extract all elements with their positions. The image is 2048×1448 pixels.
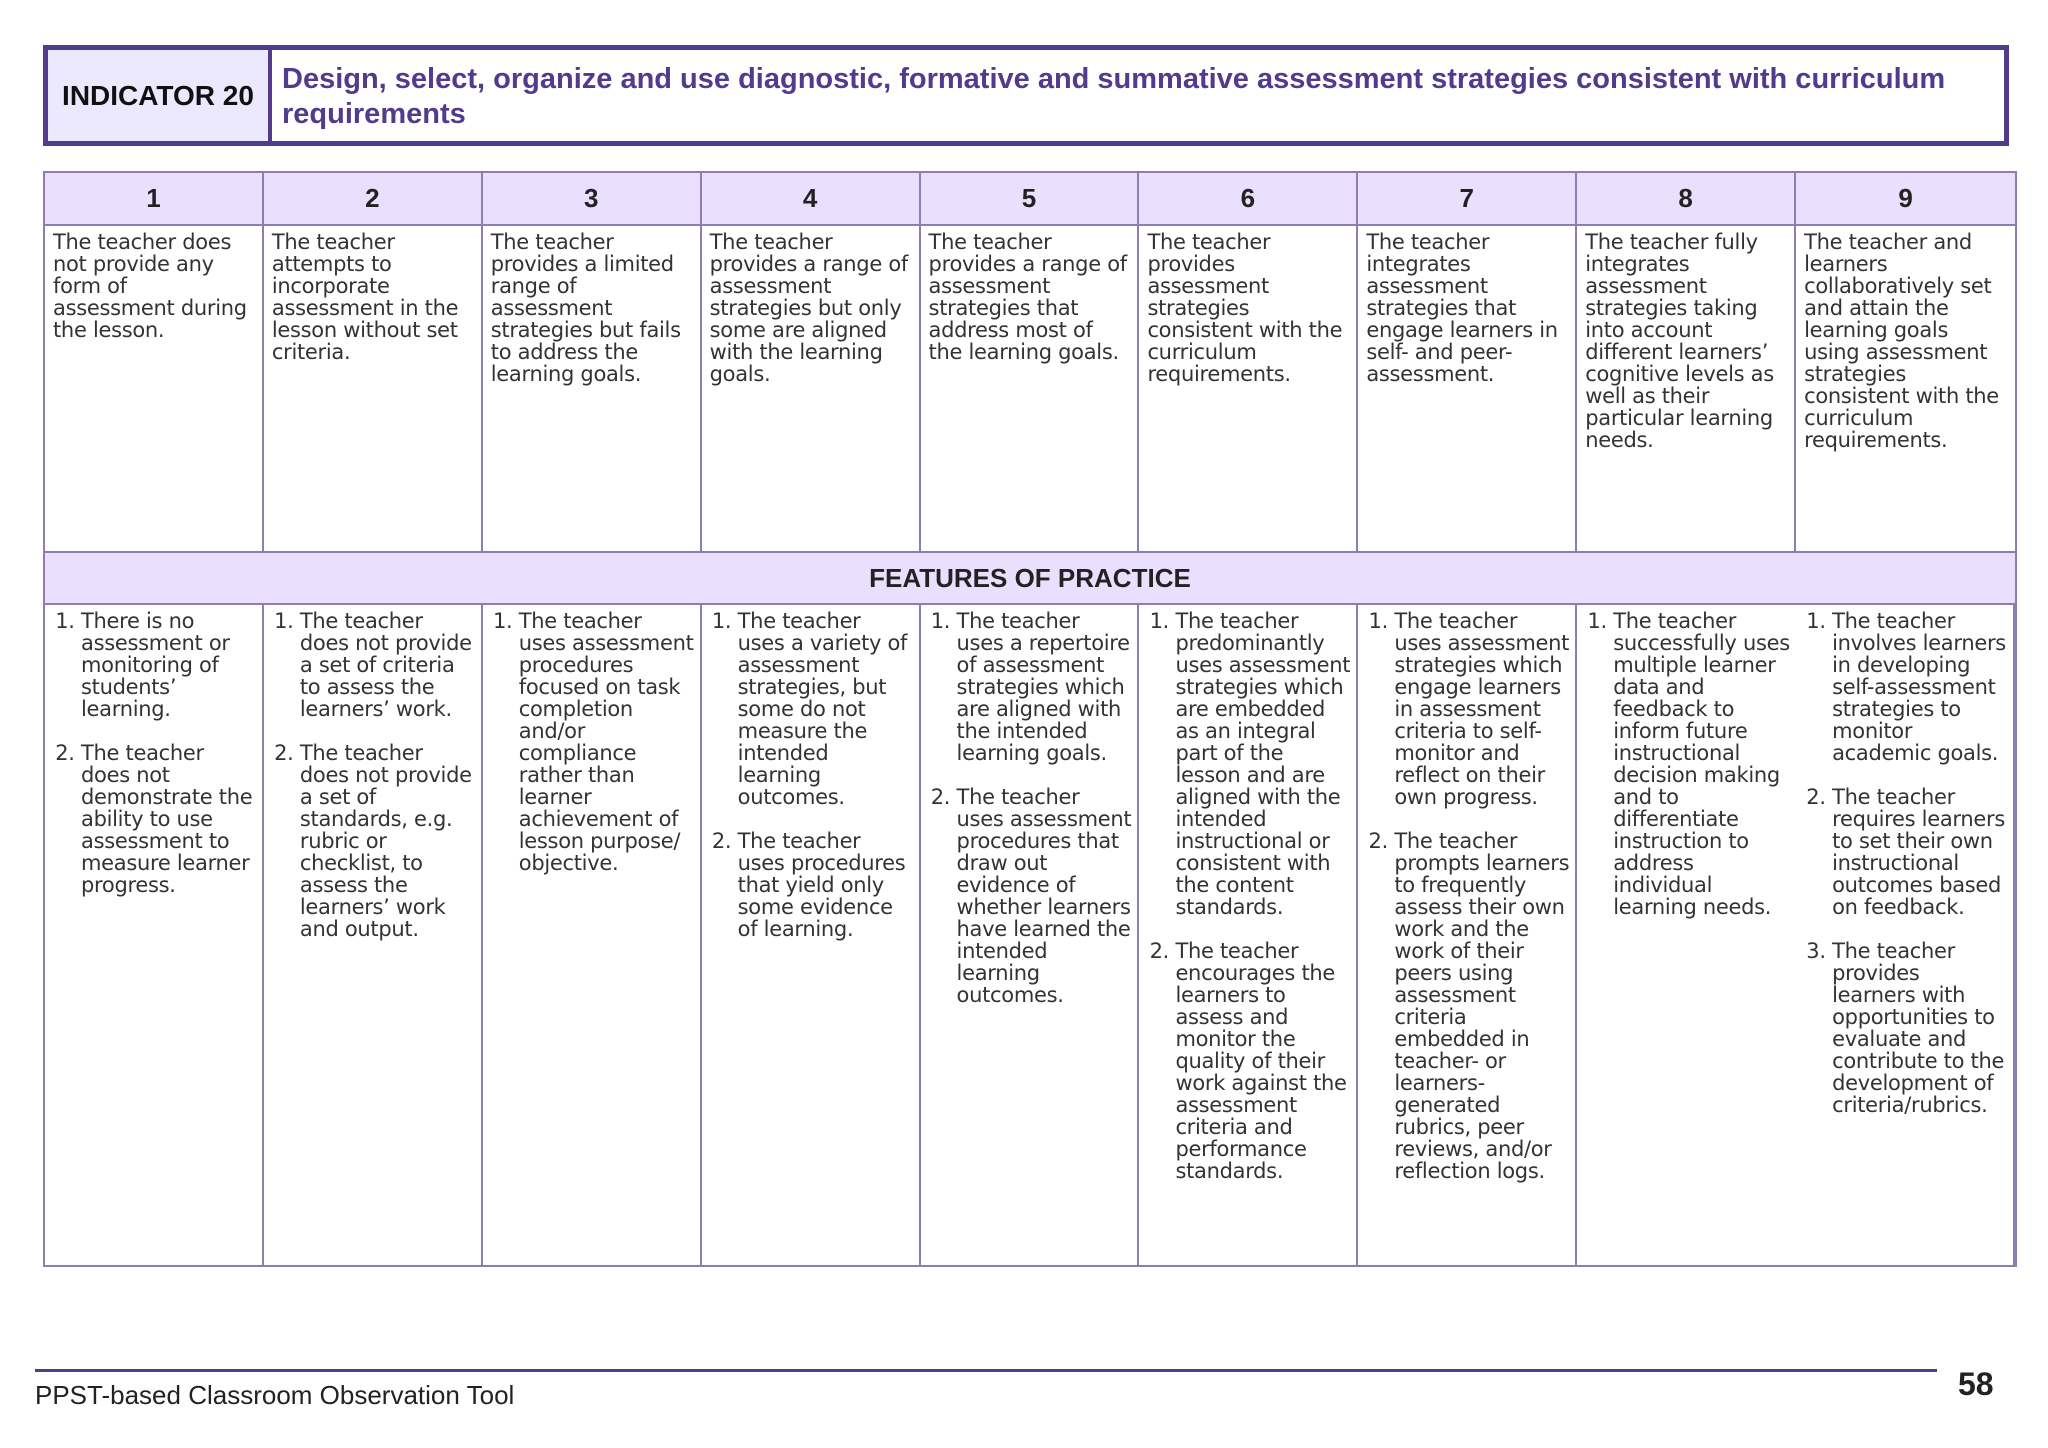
features-cell-7 <box>1358 605 1577 1265</box>
feature-item: 1. The teacher uses a repertoire of assessment strategies which are aligned with the intended learning goals. <box>957 610 1132 764</box>
level-header-3: 3 <box>483 173 702 226</box>
level-header-5: 5 <box>921 173 1140 226</box>
level-header-7: 7 <box>1358 173 1577 226</box>
feature-item: 2. The teacher requires learners to set their own instructional outcomes based on feedback. <box>1832 786 2007 918</box>
level-header-4: 4 <box>702 173 921 226</box>
features-cell-5 <box>921 605 1140 1265</box>
features-cell-9 <box>1796 605 2015 1265</box>
level-description-4: The teacher provides a range of assessment strategies but only some are aligned with the learning goals. <box>702 226 921 553</box>
feature-item: 2. The teacher uses assessment procedures that draw out evidence of whether learners have learned the intended learning outcomes. <box>957 786 1132 1006</box>
level-description-5: The teacher provides a range of assessment strategies that address most of the learning goals. <box>921 226 1140 553</box>
feature-item: 2. The teacher does not demonstrate the ability to use assessment to measure learner progress. <box>81 742 256 896</box>
features-list <box>53 610 256 896</box>
indicator-title: Design, select, organize and use diagnostic, formative and summative assessment strategies consistent with curriculum requirements <box>282 63 1946 130</box>
feature-item: 2. The teacher does not provide a set of standards, e.g. rubric or checklist, to assess the learners’ work and output. <box>300 742 475 940</box>
feature-item: 1. The teacher predominantly uses assessment strategies which are embedded as an integral part of the lesson and are aligned with the intended instructional or consistent with the content standards. <box>1175 610 1350 918</box>
feature-item: 1. The teacher uses assessment procedures focused on task completion and/or compliance rather than learner achievement of lesson purpose/ objective. <box>519 610 694 874</box>
rubric-table <box>43 171 2017 1267</box>
feature-item: 2. The teacher uses procedures that yield only some evidence of learning. <box>738 830 913 940</box>
level-description-6: The teacher provides assessment strategies consistent with the curriculum requirements. <box>1139 226 1358 553</box>
level-header-9: 9 <box>1796 173 2015 226</box>
features-of-practice-heading: FEATURES OF PRACTICE <box>45 553 2015 605</box>
features-cell-1 <box>45 605 264 1265</box>
level-description-7: The teacher integrates assessment strategies that engage learners in self- and peer-assessment. <box>1358 226 1577 553</box>
feature-item: 1. The teacher successfully uses multiple learner data and feedback to inform future instructional decision making and to differentiate instruction to address individual learning needs. <box>1613 610 1790 918</box>
indicator-header <box>43 45 2009 146</box>
level-description-3: The teacher provides a limited range of assessment strategies but fails to address the learning goals. <box>483 226 702 553</box>
features-cell-8 <box>1577 605 1796 1265</box>
feature-item: 1. The teacher uses a variety of assessment strategies, but some do not measure the intended learning outcomes. <box>738 610 913 808</box>
features-cell-6 <box>1139 605 1358 1265</box>
features-list <box>1366 610 1569 1182</box>
features-list <box>710 610 913 940</box>
features-cell-2 <box>264 605 483 1265</box>
feature-item: 1. The teacher involves learners in developing self-assessment strategies to monitor academic goals. <box>1832 610 2007 764</box>
level-description-1: The teacher does not provide any form of assessment during the lesson. <box>45 226 264 553</box>
level-header-1: 1 <box>45 173 264 226</box>
level-header-2: 2 <box>264 173 483 226</box>
level-description-2: The teacher attempts to incorporate assessment in the lesson without set criteria. <box>264 226 483 553</box>
features-list <box>1804 610 2007 1116</box>
features-list <box>1585 610 1790 918</box>
level-description-9: The teacher and learners collaboratively set and attain the learning goals using assessment strategies consistent with the curriculum requirements. <box>1796 226 2015 553</box>
footer-divider <box>35 1369 1937 1372</box>
feature-item: 1. The teacher does not provide a set of criteria to assess the learners’ work. <box>300 610 475 720</box>
level-header-6: 6 <box>1139 173 1358 226</box>
feature-item: 1. The teacher uses assessment strategies which engage learners in assessment criteria to self-monitor and reflect on their own progress. <box>1394 610 1569 808</box>
footer-tool-name: PPST-based Classroom Observation Tool <box>35 1380 515 1410</box>
features-cell-4 <box>702 605 921 1265</box>
page-number: 58 <box>1958 1366 1994 1402</box>
features-list <box>929 610 1132 1006</box>
feature-item: 2. The teacher prompts learners to frequently assess their own work and the work of their peers using assessment criteria embedded in teacher- or learners-generated rubrics, peer reviews, and/or reflection logs. <box>1394 830 1569 1182</box>
feature-item: 3. The teacher provides learners with opportunities to evaluate and contribute to the development of criteria/rubrics. <box>1832 940 2007 1116</box>
features-cell-3 <box>483 605 702 1265</box>
level-header-8: 8 <box>1577 173 1796 226</box>
features-list <box>491 610 694 874</box>
features-list <box>1147 610 1350 1182</box>
features-list <box>272 610 475 940</box>
feature-item: 2. The teacher encourages the learners to assess and monitor the quality of their work against the assessment criteria and performance standards. <box>1175 940 1350 1182</box>
indicator-label: INDICATOR 20 <box>48 50 272 141</box>
feature-item: 1. There is no assessment or monitoring of students’ learning. <box>81 610 256 720</box>
level-description-8: The teacher fully integrates assessment strategies taking into account different learners’ cognitive levels as well as their particular learning needs. <box>1577 226 1796 553</box>
